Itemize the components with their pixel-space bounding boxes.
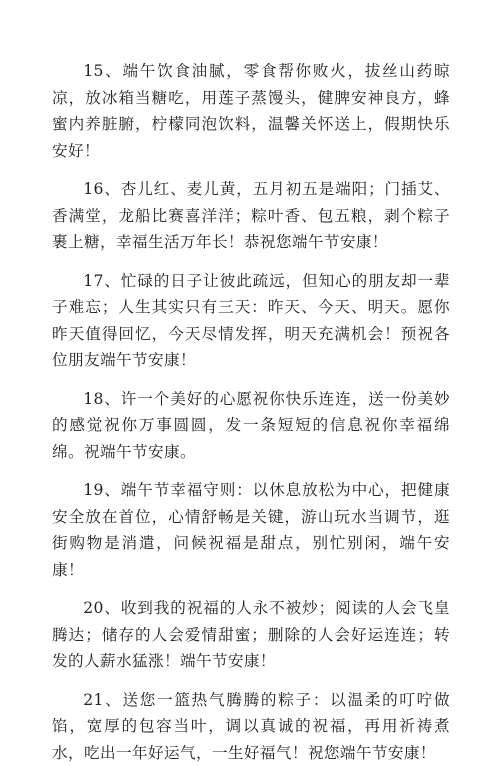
paragraph-15: 15、端午饮食油腻，零食帮你败火，拔丝山药晾凉，放冰箱当糖吃，用莲子蒸馒头，健脾安神良方，蜂蜜内养脏腑，柠檬同泡饮料，温馨关怀送上，假期快乐安好！ <box>52 58 450 164</box>
paragraph-20: 20、收到我的祝福的人永不被炒；阅读的人会飞皇腾达；储存的人会爱情甜蜜；删除的人会好运连连；转发的人薪水猛涨！端午节安康！ <box>52 595 450 675</box>
paragraph-16: 16、杏儿红、麦儿黄，五月初五是端阳；门插艾、香满堂，龙船比赛喜洋洋；粽叶香、包五粮，剥个粽子裹上糖，幸福生活万年长！恭祝您端午节安康！ <box>52 176 450 256</box>
paragraph-19: 19、端午节幸福守则：以休息放松为中心，把健康安全放在首位，心情舒畅是关键，游山玩水当调节，逛街购物是消遣，问候祝福是甜点，别忙别闲，端午安康！ <box>52 477 450 583</box>
paragraph-18: 18、许一个美好的心愿祝你快乐连连，送一份美妙的感觉祝你万事圆圆，发一条短短的信息祝你幸福绵绵。祝端午节安康。 <box>52 386 450 466</box>
paragraph-21: 21、送您一篮热气腾腾的粽子：以温柔的叮咛做馅，宽厚的包容当叶，调以真诚的祝福，再用祈祷煮水，吃出一年好运气，一生好福气！祝您端午节安康！ <box>52 687 450 766</box>
paragraph-17: 17、忙碌的日子让彼此疏远，但知心的朋友却一辈子难忘；人生其实只有三天：昨天、今天、明天。愿你昨天值得回忆，今天尽情发挥，明天充满机会！预祝各位朋友端午节安康！ <box>52 268 450 374</box>
